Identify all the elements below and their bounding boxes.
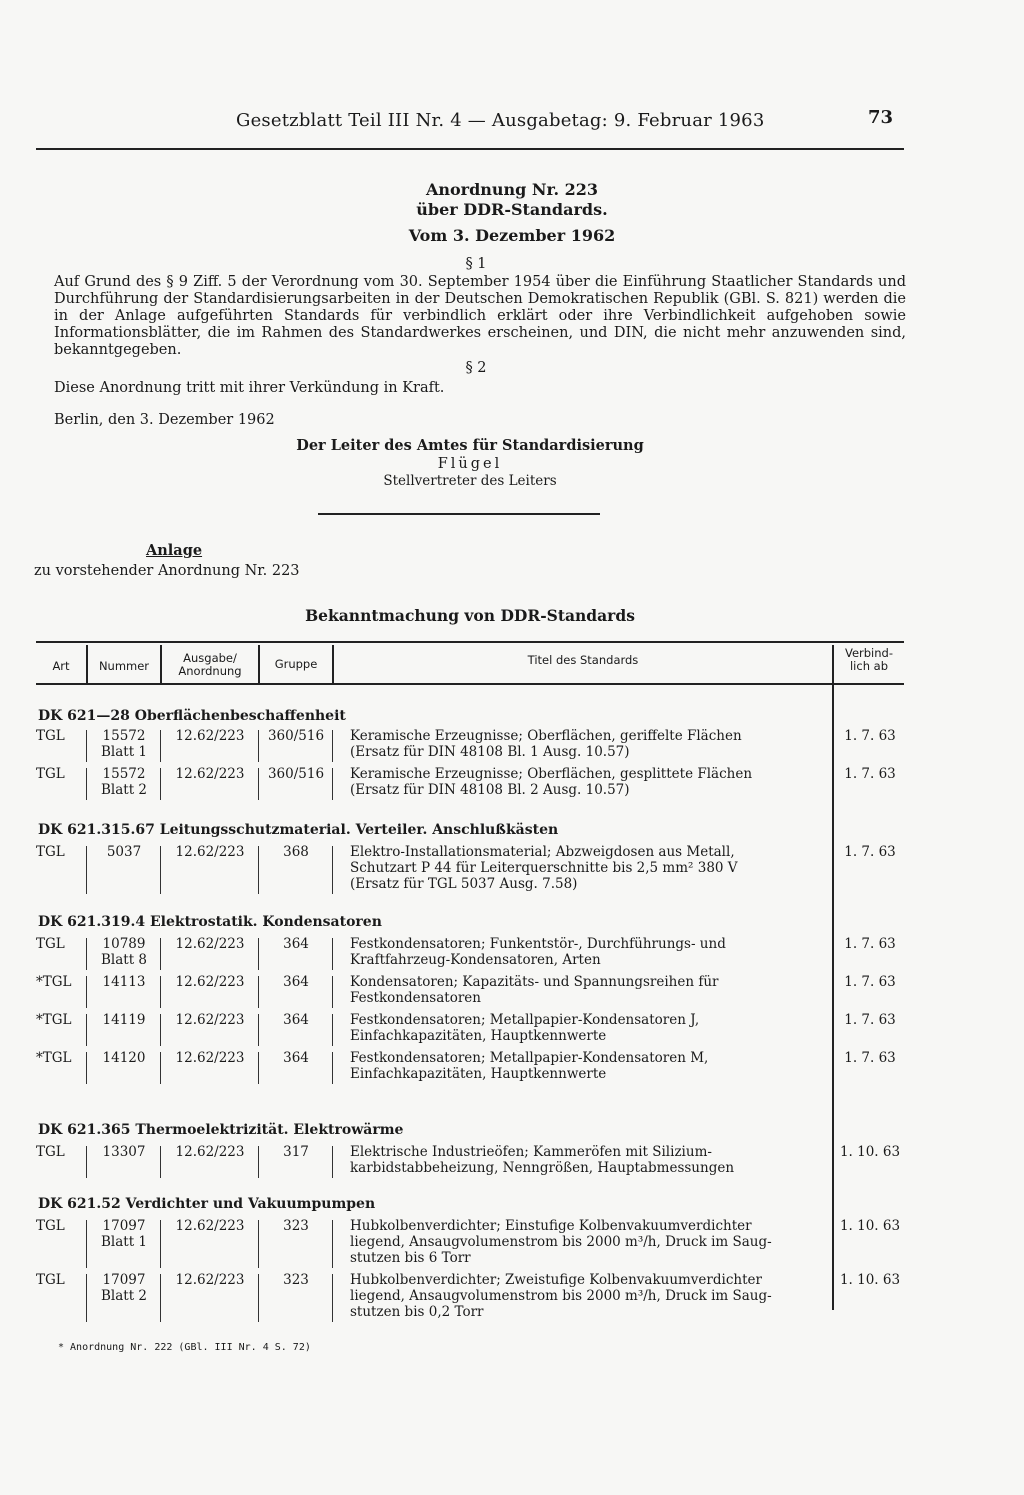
row-ausgabe: 12.62/223 xyxy=(175,728,245,744)
row-verbindlich-ab: 1. 7. 63 xyxy=(844,1012,896,1028)
row-ausgabe: 12.62/223 xyxy=(175,766,245,782)
row-divider xyxy=(160,1220,161,1268)
row-verbindlich-ab: 1. 10. 63 xyxy=(839,1272,901,1288)
order-subtitle: über DDR-Standards. xyxy=(416,200,608,219)
row-titel-line: Elektro-Installationsmaterial; Abzweigdosen aus Metall, xyxy=(350,844,735,860)
row-art: TGL xyxy=(36,1272,65,1288)
row-titel-line: Festkondensatoren; Funkentstör-, Durchführungs- und xyxy=(350,936,726,952)
row-ausgabe: 12.62/223 xyxy=(175,844,245,860)
row-divider xyxy=(86,976,87,1008)
row-titel-line: Keramische Erzeugnisse; Oberflächen, geriffelte Flächen xyxy=(350,728,742,744)
section-heading: DK 621.319.4 Elektrostatik. Kondensatoren xyxy=(38,914,382,930)
row-gruppe: 364 xyxy=(283,1012,309,1028)
paragraph-1-text: Auf Grund des § 9 Ziff. 5 der Verordnung vom 30. September 1954 über die Einführung Staatlicher Standards und Durchführung der Standardisierungsarbeiten in der Deutschen Demokratischen Republik (GBl. S. 821) werden die in der Anlage aufgeführten Standards für verbindlich erklärt oder ihre Verbindlichkeit aufgehoben sowie Informationsblätter, die im Rahmen des Standardwerkes erscheinen, und DIN, die nicht mehr anzuwenden sind, bekanntgegeben. xyxy=(54,274,906,358)
row-divider xyxy=(332,768,333,800)
row-divider xyxy=(86,1274,87,1322)
row-blatt: Blatt 1 xyxy=(100,1234,148,1250)
row-titel-line: Festkondensatoren; Metallpapier-Kondensatoren J, xyxy=(350,1012,700,1028)
order-date: Vom 3. Dezember 1962 xyxy=(408,226,616,245)
row-titel-line: Kondensatoren; Kapazitäts- und Spannungsreihen für xyxy=(350,974,719,990)
row-divider xyxy=(86,938,87,970)
row-ausgabe: 12.62/223 xyxy=(175,974,245,990)
row-nummer: 17097 xyxy=(102,1272,146,1288)
row-divider xyxy=(160,1052,161,1084)
paragraph-1-label: § 1 xyxy=(465,256,487,272)
row-divider xyxy=(258,1220,259,1268)
row-verbindlich-ab: 1. 10. 63 xyxy=(839,1218,901,1234)
row-titel-line: Hubkolbenverdichter; Einstufige Kolbenvakuumverdichter xyxy=(350,1218,752,1234)
row-divider xyxy=(160,1146,161,1178)
row-divider xyxy=(258,938,259,970)
row-verbindlich-ab: 1. 10. 63 xyxy=(839,1144,901,1160)
row-divider xyxy=(86,768,87,800)
row-gruppe: 317 xyxy=(283,1144,309,1160)
row-divider xyxy=(332,976,333,1008)
row-gruppe: 368 xyxy=(283,844,309,860)
row-titel-line: Festkondensatoren xyxy=(350,990,481,1006)
row-divider xyxy=(332,730,333,762)
header-nummer: Nummer xyxy=(98,659,150,673)
row-titel-line: (Ersatz für DIN 48108 Bl. 1 Ausg. 10.57) xyxy=(350,744,630,760)
header-ausgabe-line1: Ausgabe/ xyxy=(183,651,237,665)
row-titel-line: Schutzart P 44 für Leiterquerschnitte bis 2,5 mm² 380 V xyxy=(350,860,738,876)
row-divider xyxy=(258,976,259,1008)
row-verbindlich-ab: 1. 7. 63 xyxy=(844,766,896,782)
row-nummer: 10789 xyxy=(102,936,146,952)
row-divider xyxy=(258,1274,259,1322)
row-blatt: Blatt 2 xyxy=(100,782,148,798)
paragraph-2-label: § 2 xyxy=(465,360,487,376)
row-gruppe: 364 xyxy=(283,974,309,990)
row-ausgabe: 12.62/223 xyxy=(175,1050,245,1066)
row-divider xyxy=(160,1014,161,1046)
table-title: Bekanntmachung von DDR-Standards xyxy=(305,606,635,625)
paragraph-2-text: Diese Anordnung tritt mit ihrer Verkündung in Kraft. xyxy=(54,380,445,396)
section-heading: DK 621—28 Oberflächenbeschaffenheit xyxy=(38,708,346,724)
row-divider xyxy=(332,1014,333,1046)
section-heading: DK 621.315.67 Leitungsschutzmaterial. Verteiler. Anschlußkästen xyxy=(38,822,559,838)
header-verbindlich-line1: Verbind- xyxy=(844,646,893,660)
annex-subheading: zu vorstehender Anordnung Nr. 223 xyxy=(34,563,300,579)
row-titel-line: Festkondensatoren; Metallpapier-Kondensatoren M, xyxy=(350,1050,709,1066)
section-heading: DK 621.52 Verdichter und Vakuumpumpen xyxy=(38,1196,376,1212)
row-divider xyxy=(86,1146,87,1178)
row-art: *TGL xyxy=(36,1012,72,1028)
section-separator xyxy=(318,513,600,515)
row-art: TGL xyxy=(36,728,65,744)
row-art: TGL xyxy=(36,844,65,860)
header-rule xyxy=(36,148,904,150)
row-verbindlich-ab: 1. 7. 63 xyxy=(844,728,896,744)
row-art: *TGL xyxy=(36,974,72,990)
row-nummer: 5037 xyxy=(106,844,142,860)
row-titel-line: liegend, Ansaugvolumenstrom bis 2000 m³/h, Druck im Saug- xyxy=(350,1288,772,1304)
row-titel-line: (Ersatz für DIN 48108 Bl. 2 Ausg. 10.57) xyxy=(350,782,630,798)
header-gruppe: Gruppe xyxy=(274,657,318,671)
row-divider xyxy=(332,1274,333,1322)
header-art: Art xyxy=(52,659,70,673)
row-divider xyxy=(258,1146,259,1178)
header-titel: Titel des Standards xyxy=(527,653,639,667)
row-gruppe: 323 xyxy=(283,1218,309,1234)
row-ausgabe: 12.62/223 xyxy=(175,1012,245,1028)
row-blatt: Blatt 1 xyxy=(100,744,148,760)
row-art: TGL xyxy=(36,936,65,952)
row-ausgabe: 12.62/223 xyxy=(175,1218,245,1234)
row-titel-line: karbidstabbeheizung, Nenngrößen, Hauptabmessungen xyxy=(350,1160,735,1176)
row-verbindlich-ab: 1. 7. 63 xyxy=(844,974,896,990)
section-heading: DK 621.365 Thermoelektrizität. Elektrowärme xyxy=(38,1122,404,1138)
row-art: TGL xyxy=(36,1144,65,1160)
row-titel-line: Hubkolbenverdichter; Zweistufige Kolbenvakuumverdichter xyxy=(350,1272,762,1288)
header-ausgabe xyxy=(162,652,258,678)
row-gruppe: 360/516 xyxy=(267,766,325,782)
row-titel-line: stutzen bis 0,2 Torr xyxy=(350,1304,484,1320)
row-divider xyxy=(258,1014,259,1046)
row-titel-line: stutzen bis 6 Torr xyxy=(350,1250,471,1266)
page-number: 73 xyxy=(868,107,894,128)
row-divider xyxy=(258,768,259,800)
row-nummer: 14113 xyxy=(102,974,146,990)
row-divider xyxy=(258,730,259,762)
signer-name: Flügel xyxy=(437,456,503,472)
header-verbindlich-line2: lich ab xyxy=(849,659,888,673)
row-divider xyxy=(160,976,161,1008)
row-nummer: 15572 xyxy=(102,766,146,782)
row-divider xyxy=(160,1274,161,1322)
row-titel-line: liegend, Ansaugvolumenstrom bis 2000 m³/h, Druck im Saug- xyxy=(350,1234,772,1250)
row-verbindlich-ab: 1. 7. 63 xyxy=(844,1050,896,1066)
row-divider xyxy=(86,730,87,762)
row-divider xyxy=(332,1052,333,1084)
row-nummer: 14120 xyxy=(102,1050,146,1066)
row-titel-line: Keramische Erzeugnisse; Oberflächen, gesplittete Flächen xyxy=(350,766,753,782)
row-gruppe: 364 xyxy=(283,1050,309,1066)
row-blatt: Blatt 8 xyxy=(100,952,148,968)
place-date: Berlin, den 3. Dezember 1962 xyxy=(54,412,275,428)
row-divider xyxy=(332,846,333,894)
row-art: TGL xyxy=(36,1218,65,1234)
row-verbindlich-ab: 1. 7. 63 xyxy=(844,936,896,952)
row-divider xyxy=(86,1220,87,1268)
row-divider xyxy=(86,1052,87,1084)
row-divider xyxy=(86,846,87,894)
header-ausgabe-line2: Anordnung xyxy=(178,664,242,678)
row-titel-line: Elektrische Industrieöfen; Kammeröfen mit Silizium- xyxy=(350,1144,712,1160)
page-header-title: Gesetzblatt Teil III Nr. 4 — Ausgabetag: 9. Februar 1963 xyxy=(236,110,765,131)
row-ausgabe: 12.62/223 xyxy=(175,1272,245,1288)
table-header-bottom-rule xyxy=(36,683,904,685)
row-art: TGL xyxy=(36,766,65,782)
row-verbindlich-ab: 1. 7. 63 xyxy=(844,844,896,860)
row-divider xyxy=(332,938,333,970)
row-titel-line: (Ersatz für TGL 5037 Ausg. 7.58) xyxy=(350,876,578,892)
row-titel-line: Einfachkapazitäten, Hauptkennwerte xyxy=(350,1066,607,1082)
order-title: Anordnung Nr. 223 xyxy=(425,180,599,199)
row-titel-line: Kraftfahrzeug-Kondensatoren, Arten xyxy=(350,952,601,968)
signer-role: Stellvertreter des Leiters xyxy=(383,473,557,489)
row-gruppe: 323 xyxy=(283,1272,309,1288)
header-verbindlich xyxy=(834,647,904,673)
signer-office: Der Leiter des Amtes für Standardisierung xyxy=(296,437,644,454)
row-gruppe: 364 xyxy=(283,936,309,952)
row-divider xyxy=(160,846,161,894)
row-titel-line: Einfachkapazitäten, Hauptkennwerte xyxy=(350,1028,607,1044)
annex-heading: Anlage xyxy=(146,542,203,559)
row-divider xyxy=(258,846,259,894)
row-divider xyxy=(86,1014,87,1046)
row-divider xyxy=(160,938,161,970)
row-divider xyxy=(332,1220,333,1268)
row-nummer: 17097 xyxy=(102,1218,146,1234)
table-top-rule xyxy=(36,641,904,643)
footnote: * Anordnung Nr. 222 (GBl. III Nr. 4 S. 72) xyxy=(58,1342,311,1353)
row-ausgabe: 12.62/223 xyxy=(175,1144,245,1160)
row-nummer: 13307 xyxy=(102,1144,146,1160)
row-divider xyxy=(332,1146,333,1178)
row-divider xyxy=(258,1052,259,1084)
row-gruppe: 360/516 xyxy=(267,728,325,744)
row-divider xyxy=(160,730,161,762)
row-divider xyxy=(160,768,161,800)
row-blatt: Blatt 2 xyxy=(100,1288,148,1304)
row-ausgabe: 12.62/223 xyxy=(175,936,245,952)
row-nummer: 14119 xyxy=(102,1012,146,1028)
row-art: *TGL xyxy=(36,1050,72,1066)
row-nummer: 15572 xyxy=(102,728,146,744)
